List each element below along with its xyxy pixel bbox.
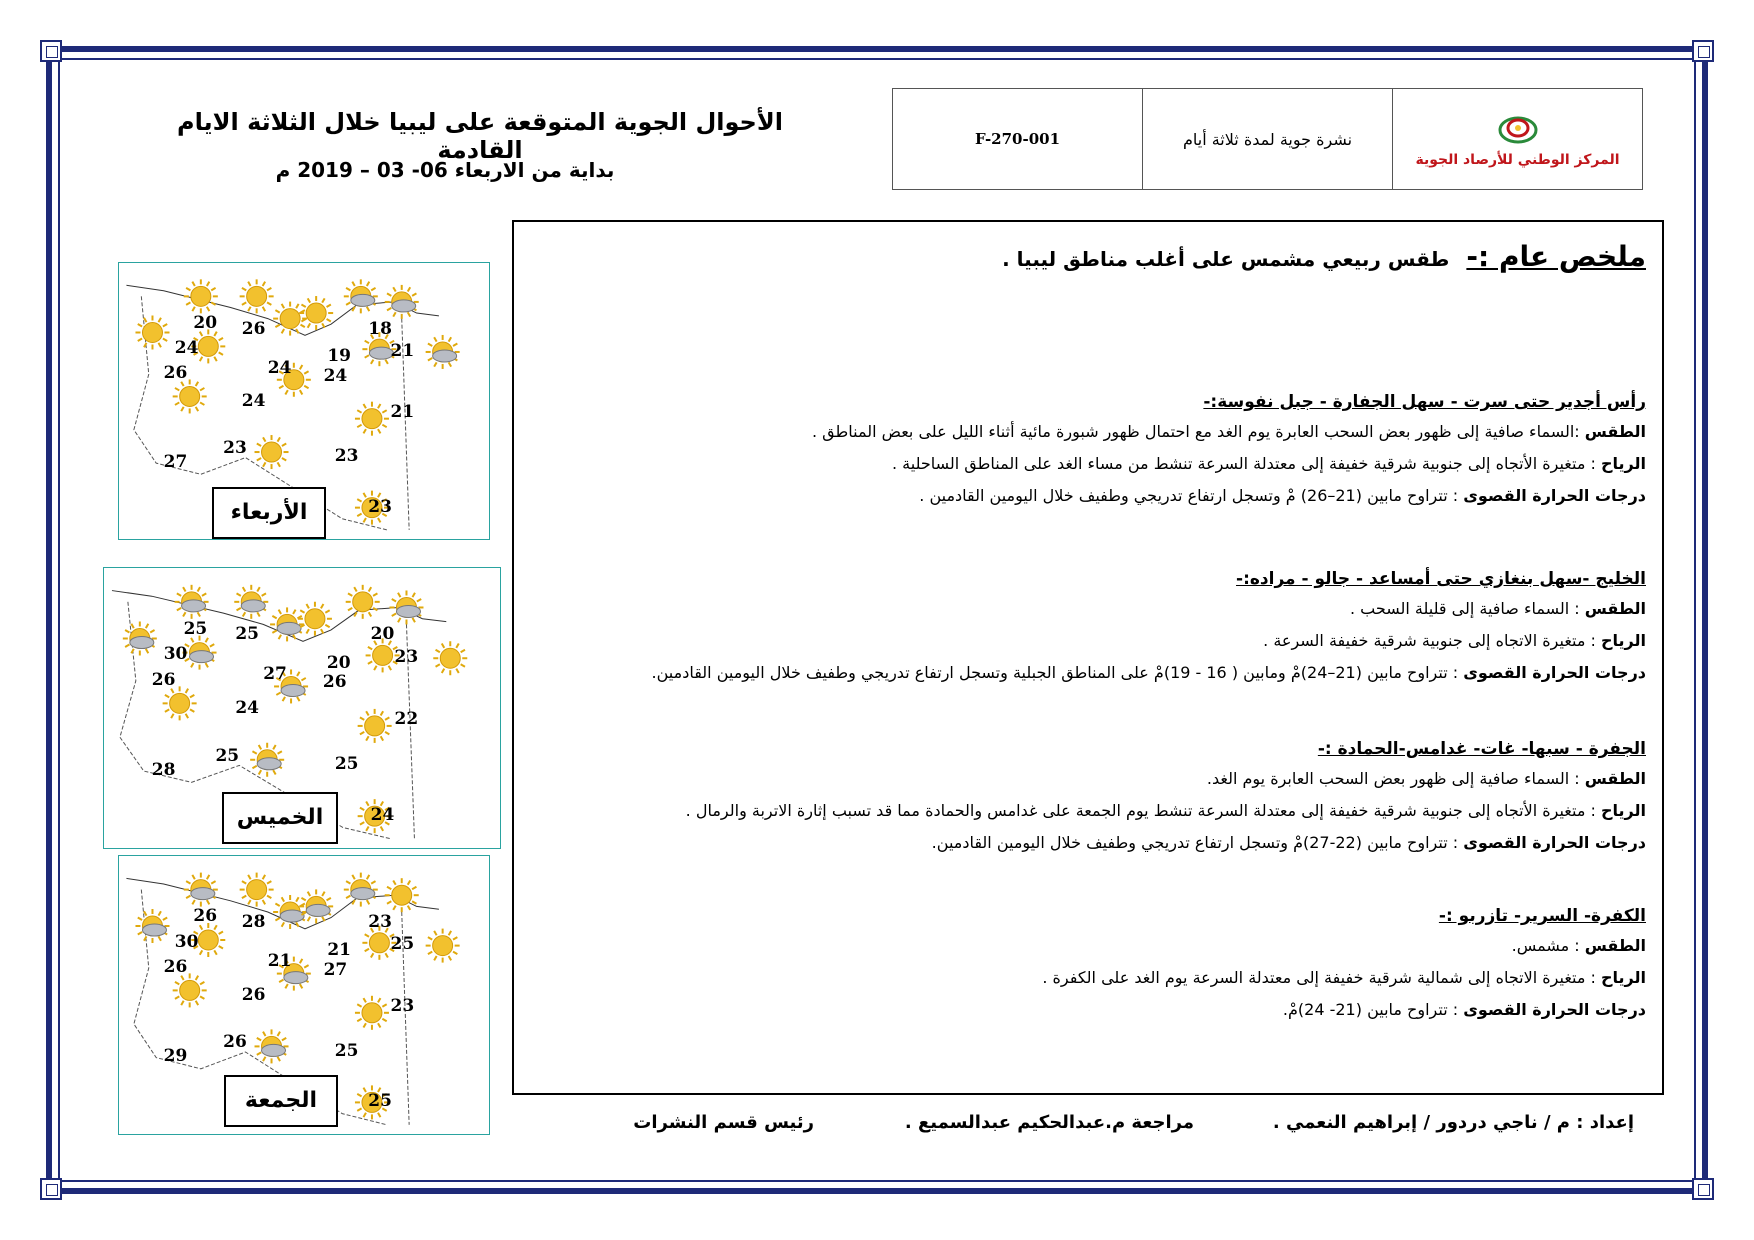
temp-label: درجات الحرارة القصوى [1463,486,1646,505]
sun-icon [184,279,218,313]
temperature-value: 28 [241,912,266,932]
temperature-value: 24 [267,357,292,378]
temp-line [530,663,1646,683]
partly-cloudy-icon [234,585,268,619]
forecast-date: بداية من الاربعاء 06- 03 – 2019 م [275,158,615,182]
temperature-value: 20 [370,624,395,645]
temperature-value: 25 [183,618,208,639]
sun-icon [173,379,207,413]
temperature-value: 27 [263,663,287,684]
weather-text: : السماء صافية إلى قليلة السحب . [1350,599,1580,618]
temperature-value: 23 [368,496,392,517]
region-title: الجفرة - سبها- غات- غدامس-الحمادة :- [1317,739,1646,759]
wind-label: الرياح [1601,631,1646,650]
sun-icon [240,873,274,907]
header-info-table [892,88,1643,190]
temp-line [530,486,1646,506]
sun-icon [135,316,169,350]
region-section [530,569,1646,695]
temperature-value: 26 [241,318,266,339]
organization-name: المركز الوطني للأرصاد الجوية [1415,152,1620,168]
temperature-value: 26 [241,984,266,1005]
temperature-value: 23 [223,438,247,459]
temperature-value: 26 [223,1032,247,1053]
region-title: رأس أجدير حتى سرت - سهل الجفارة - جبل نفوسة:- [1203,392,1646,412]
temp-text: : تتراوح مابين (21- 24)مْ. [1282,1000,1459,1019]
temperature-value: 26 [322,672,347,693]
temperature-value: 22 [394,709,419,729]
sun-icon [426,929,460,963]
wind-line [530,801,1646,821]
weather-label: الطقس [1584,936,1646,955]
temperature-value: 20 [326,652,351,673]
temp-label: درجات الحرارة القصوى [1463,663,1646,682]
temp-line [530,833,1646,853]
sun-icon [298,602,332,636]
temperature-value: 25 [235,624,259,645]
temperature-value: 23 [390,996,415,1016]
page-title: الأحوال الجوية المتوقعة على ليبيا خلال الثلاثة الايام القادمة [177,108,783,164]
corner-ornament [1692,40,1714,62]
partly-cloudy-icon [344,279,378,313]
org-cell [1393,89,1642,189]
region-title: الخليج -سهل بنغازي حتى أمساعد - جالو - مراده:- [1236,569,1646,589]
temperature-value: 21 [267,951,292,972]
region-title: الكفرة- السرير- تازربو :- [1438,906,1646,926]
wind-line [530,968,1646,988]
partly-cloudy-icon [175,585,209,619]
temp-label: درجات الحرارة القصوى [1463,833,1646,852]
temp-label: درجات الحرارة القصوى [1463,1000,1646,1019]
weather-line [530,599,1646,619]
temperature-value: 21 [327,940,351,960]
coastline [112,591,446,645]
sun-icon [346,585,380,619]
weather-label: الطقس [1584,599,1646,618]
temperature-value: 25 [334,1040,359,1061]
wind-text: : متغيرة الأتجاه إلى جنوبية شرقية خفيفة إلى معتدلة السرعة تنشط من مساء الغد على المناطق الساحلية . [891,454,1596,473]
temperature-value: 25 [368,1091,392,1112]
wind-text: : متغيرة الأتجاه إلى جنوبية شرقية خفيفة إلى معتدلة السرعة تنشط يوم الجمعة على غدامس والحمادة مما قد تسبب إثارة الاتربة والرمال . [685,801,1596,820]
day-label: الخميس [222,792,338,844]
temperature-value: 24 [323,365,348,386]
temperature-value: 26 [193,906,218,927]
forecast-content [512,220,1664,1095]
partly-cloudy-icon [270,607,304,641]
partly-cloudy-icon [344,873,378,907]
sun-icon [358,709,392,743]
sun-icon [355,996,389,1030]
summary-label: ملخص عام :- [1466,240,1646,273]
wind-label: الرياح [1601,454,1646,473]
temp-text: : تتراوح مابين (21–24)مْ ومابين ( 16 - 19)مْ على المناطق الجبلية وتسجل ارتفاع تدريجي وطفيف خلال اليومين القادمين. [651,663,1459,682]
temperature-value: 21 [390,340,415,361]
temperature-value: 24 [370,804,395,825]
temperature-value: 23 [368,912,392,932]
partly-cloudy-icon [123,622,157,656]
temperature-value: 19 [327,346,351,367]
temp-line [530,1000,1646,1020]
wind-line [530,454,1646,474]
temperature-value: 26 [151,669,176,690]
partly-cloudy-icon [255,1029,289,1063]
weather-line [530,769,1646,789]
temperature-value: 25 [215,745,240,766]
temperature-value: 25 [390,934,415,955]
temperature-value: 27 [163,452,188,473]
corner-ornament [40,40,62,62]
partly-cloudy-icon [299,889,333,923]
partly-cloudy-icon [184,873,218,907]
temperature-value: 24 [241,390,266,411]
partly-cloudy-icon [426,335,460,369]
sun-icon [433,641,467,675]
weather-center-logo-icon [1496,110,1540,146]
corner-ornament [1692,1178,1714,1200]
corner-ornament [40,1178,62,1200]
temperature-value: 23 [334,446,359,467]
temperature-value: 26 [163,363,188,384]
region-section [530,906,1646,1032]
temperature-value: 24 [235,697,259,718]
weather-line [530,422,1646,442]
bulletin-type: نشرة جوية لمدة ثلاثة أيام [1182,129,1353,149]
weather-text: : السماء صافية إلى ظهور بعض السحب العابرة يوم الغد. [1206,769,1580,788]
region-section [530,739,1646,865]
bulletin-cell [1143,89,1393,189]
sun-icon [355,402,389,436]
temperature-value: 24 [174,338,199,359]
sun-icon [255,435,289,469]
temperature-value: 29 [163,1046,188,1067]
weather-label: الطقس [1584,422,1646,441]
wind-text: : متغيرة الاتجاه إلى شمالية شرقية خفيفة إلى معتدلة السرعة يوم الغد على الكفرة . [1042,968,1596,987]
reviewed-by: مراجعة م.عبدالحكيم عبدالسميع . [904,1112,1194,1133]
day-label: الأربعاء [212,487,326,539]
partly-cloudy-icon [135,909,169,943]
sun-icon [240,279,274,313]
sun-icon [273,302,307,336]
sun-icon [163,686,197,720]
temp-text: : تتراوح مابين (21–26) مْ وتسجل ارتفاع تدريجي وطفيف خلال اليومين القادمين . [919,486,1459,505]
temperature-value: 28 [151,759,176,780]
prepared-by: إعداد : م / ناجي دردور / إبراهيم النعمي . [1272,1112,1634,1133]
temperature-value: 30 [174,931,199,952]
weather-line [530,936,1646,956]
temperature-value: 20 [193,313,218,334]
partly-cloudy-icon [250,743,284,777]
temperature-value: 21 [390,402,415,422]
temperature-value: 27 [323,959,348,980]
region-section [530,392,1646,518]
partly-cloudy-icon [183,636,217,670]
temp-text: : تتراوح مابين (22-27)مْ وتسجل ارتفاع تدريجي وطفيف خلال اليومين القادمين. [931,833,1459,852]
temperature-value: 26 [163,956,188,977]
day-label: الجمعة [224,1075,338,1127]
coastline [126,285,438,335]
form-code: F-270-001 [974,130,1061,148]
temperature-value: 23 [394,646,419,667]
weather-text: : مشمس. [1511,936,1580,955]
wind-text: : متغيرة الاتجاه إلى جنوبية شرقية خفيفة السرعة . [1263,631,1596,650]
weather-text: :السماء صافية إلى ظهور بعض السحب العابرة يوم الغد مع احتمال ظهور شبورة مائية أثناء الليل على بعض المناطق . [812,422,1580,441]
department-head: رئيس قسم النشرات [633,1112,814,1133]
weather-label: الطقس [1584,769,1646,788]
form-code-cell [893,89,1143,189]
temperature-value: 18 [368,318,392,339]
wind-label: الرياح [1601,801,1646,820]
sun-icon [173,973,207,1007]
partly-cloudy-icon [273,895,307,929]
coastline [126,878,438,928]
wind-line [530,631,1646,651]
temperature-value: 30 [163,644,188,665]
wind-label: الرياح [1601,968,1646,987]
general-summary [530,240,1646,273]
temperature-value: 25 [334,754,359,775]
summary-text: طقس ربيعي مشمس على أغلب مناطق ليبيا . [1002,247,1450,271]
